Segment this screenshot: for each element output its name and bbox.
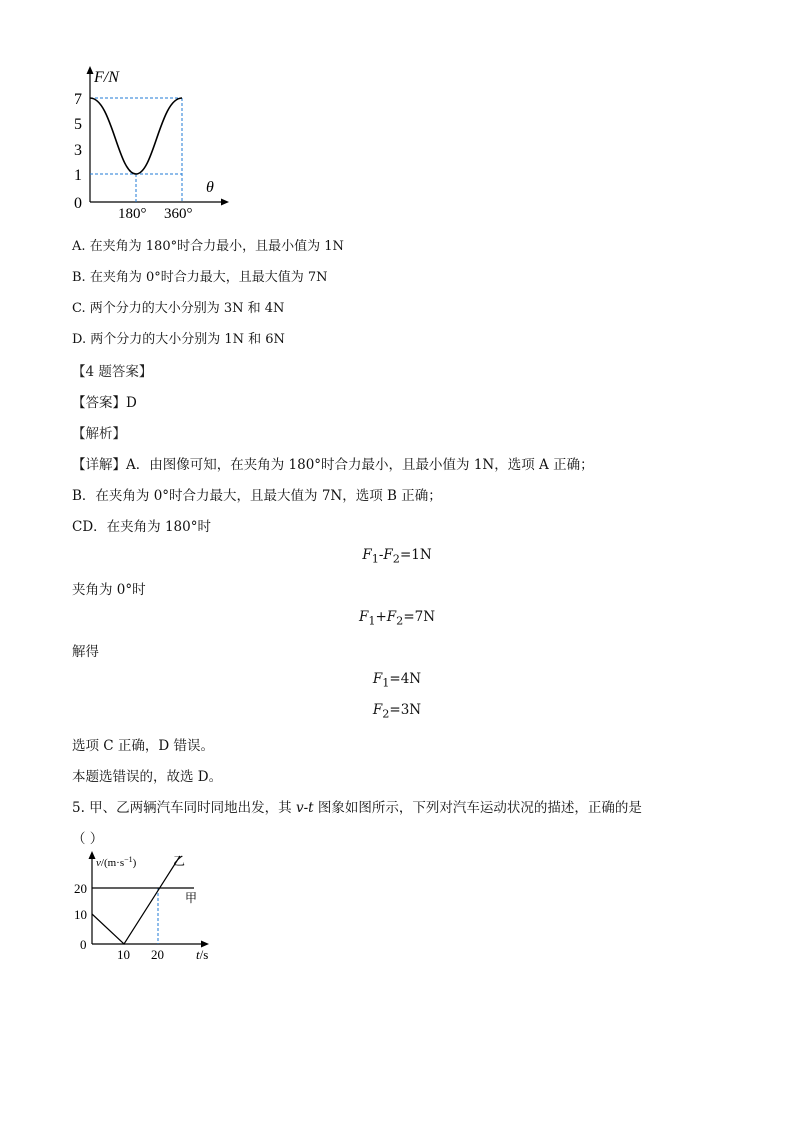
y-tick-1: 1 [74, 167, 82, 184]
detail-line: 【详解】A．由图像可知，在夹角为 180°时合力最小，且最小值为 1N，选项 A 正确； [72, 457, 594, 473]
y-tick-7: 7 [74, 91, 82, 108]
velocity-time-graph [72, 848, 222, 968]
y-axis-arrow [89, 851, 96, 859]
y-axis-label: $v/(m\cdot s^{-1})$ [96, 855, 137, 869]
analysis-header: 【解析】 [72, 426, 126, 442]
x-tick-360: 360° [164, 206, 193, 222]
line-b: B．在夹角为 0°时合力最大，且最大值为 7N，选项 B 正确； [72, 488, 442, 504]
force-angle-graph [72, 64, 242, 224]
x-tick-180: 180° [118, 206, 147, 222]
line-conclusion: 选项 C 正确，D 错误。 [72, 738, 215, 754]
x-axis-arrow [221, 199, 229, 206]
option-a: A. 在夹角为 180°时合力最小，且最小值为 1N [72, 239, 344, 254]
y-tick-10: 10 [74, 907, 87, 922]
x-tick-10: 10 [117, 947, 130, 962]
question-5: 5. 甲、乙两辆汽车同时同地出发，其 v-t 图象如图所示，下列对汽车运动状况的描述，正确的是 [72, 800, 642, 816]
series-jia-label: 甲 [185, 891, 198, 905]
y-axis-arrow [87, 66, 94, 74]
y-tick-0: 0 [80, 937, 87, 952]
x-axis-label: θ [206, 179, 214, 196]
series-yi-label: 乙 [173, 854, 186, 868]
equation-f2: $F_2=3N$ [372, 702, 422, 721]
option-d: D. 两个分力的大小分别为 1N 和 6N [72, 332, 285, 347]
option-c: C. 两个分力的大小分别为 3N 和 4N [72, 301, 285, 316]
line-solve: 解得 [72, 644, 99, 660]
answer-header: 【4 题答案】 [72, 364, 153, 380]
series-yi-line [92, 856, 180, 944]
x-axis-label: t/s [196, 947, 209, 962]
y-axis-label: F/N [94, 69, 119, 86]
equation-difference: $F_1-F_2=1N$ [362, 547, 432, 566]
y-tick-0: 0 [74, 195, 82, 212]
equation-f1: $F_1=4N$ [372, 671, 422, 690]
answer-line: 【答案】D [72, 395, 137, 411]
y-tick-3: 3 [74, 142, 82, 159]
resultant-curve [90, 98, 182, 174]
option-b: B. 在夹角为 0°时合力最大，且最大值为 7N [72, 270, 328, 285]
y-tick-5: 5 [74, 116, 82, 133]
line-cd: CD．在夹角为 180°时 [72, 519, 211, 535]
equation-sum: $F_1+F_2=7N$ [358, 609, 436, 628]
y-tick-20: 20 [74, 881, 87, 896]
question-5-paren: （ ） [72, 831, 104, 847]
x-tick-20: 20 [151, 947, 164, 962]
line-final: 本题选错误的，故选 D。 [72, 769, 223, 785]
line-angle0: 夹角为 0°时 [72, 582, 146, 598]
